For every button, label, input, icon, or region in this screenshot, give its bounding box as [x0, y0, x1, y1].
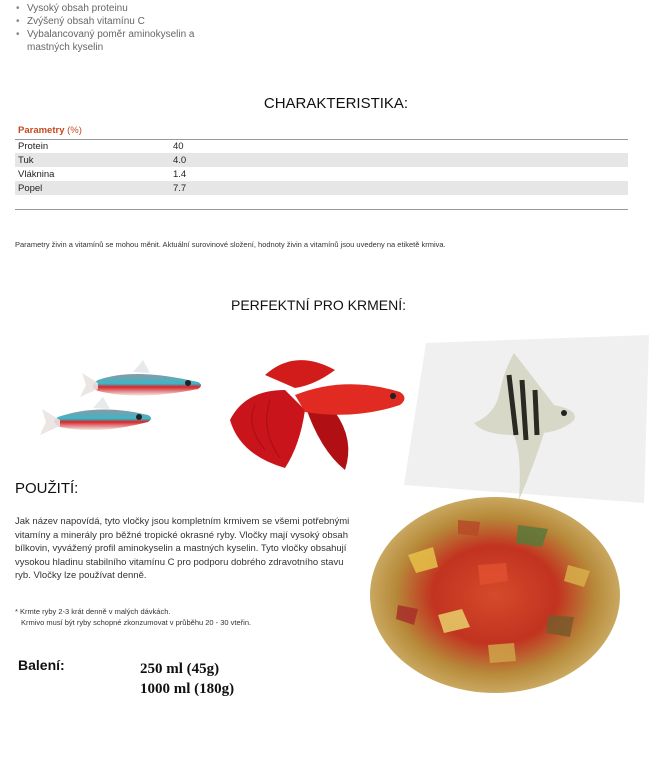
nutrition-note: Parametry živin a vitamínů se mohou měnit. Aktuální surovinové složení, hodnoty živin a vitamínů jsou uvedeny na etiketě krmiva. — [15, 240, 446, 249]
usage-footnote — [15, 606, 251, 628]
param-header-unit: (%) — [67, 125, 82, 136]
param-header — [18, 125, 82, 136]
flakes-image — [368, 495, 623, 695]
feature-list — [14, 2, 227, 54]
param-name: Popel — [15, 181, 170, 195]
usage-description: Jak název napovídá, tyto vločky jsou kompletním krmivem se všemi potřebnými vitamíny a minerály pro běžné tropické okrasné ryby. Vločky mají vysoký obsah bílkovin, vyvážený profil aminokyselin a mastných kyselin. Tyto vločky obsahují vysokou hladinu stabilního vitamínu C pro podporu dobrého zdravotního stavu ryb. Vločky lze používat denně. — [15, 516, 350, 581]
usage-title: POUŽITÍ: — [15, 480, 79, 497]
packaging-sizes — [140, 659, 234, 699]
param-name: Tuk — [15, 153, 170, 167]
footnote-line: * Krmte ryby 2-3 krát denně v malých dávkách. — [15, 607, 171, 616]
packaging-size: 1000 ml (180g) — [140, 681, 235, 697]
table-row — [15, 139, 628, 153]
param-name: Vláknina — [18, 168, 55, 180]
table-row — [15, 153, 628, 167]
param-name: Protein — [18, 140, 49, 152]
table-row — [15, 181, 628, 195]
feature-item: • Vybalancovaný poměr aminokyselin a mastných kyselin — [14, 28, 227, 54]
parameters-table — [15, 139, 628, 195]
footnote-line: Krmivo musí být ryby schopné zkonzumovat v průběhu 20 - 30 vteřin. — [21, 618, 252, 627]
packaging-size: 250 ml (45g) — [140, 661, 220, 677]
feature-item: • Zvýšený obsah vitamínu C — [14, 15, 227, 28]
param-value: 4.0 — [170, 153, 628, 167]
param-header-label: Parametry — [18, 125, 65, 136]
packaging-label: Balení: — [18, 657, 65, 673]
param-value: 1.4 — [173, 168, 187, 180]
table-row — [15, 167, 628, 181]
perfect-title: PERFEKTNÍ PRO KRMENÍ: — [230, 297, 407, 313]
neon-tetra-image — [38, 355, 208, 450]
param-value: 7.7 — [170, 181, 628, 195]
table-bottom-rule — [15, 209, 628, 210]
feature-item: • Vysoký obsah proteinu — [14, 2, 227, 15]
param-value: 40 — [173, 140, 184, 152]
betta-fish-image — [225, 350, 415, 475]
characteristics-title: CHARAKTERISTIKA: — [263, 95, 409, 112]
angelfish-image — [404, 335, 649, 505]
